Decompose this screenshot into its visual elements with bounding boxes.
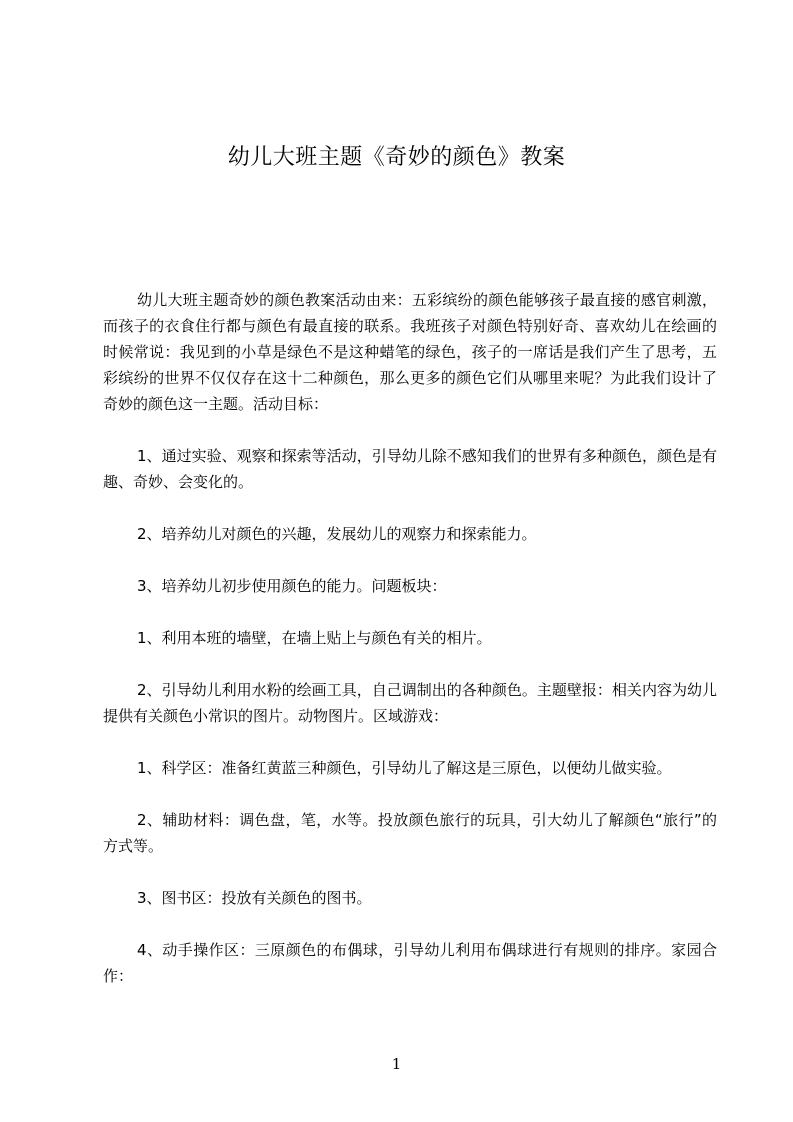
paragraph-problem-1: 1、利用本班的墙壁，在墙上贴上与颜色有关的相片。 [137,629,492,647]
paragraph-goal-1: 1、通过实验、观察和探索等活动，引导幼儿除不感知我们的世界有多种颜色，颜色是有趣、奇妙、会变化的。 [103,447,717,491]
paragraph-goal-2: 2、培养幼儿对颜色的兴趣，发展幼儿的观察力和探索能力。 [137,525,537,543]
paragraph-problem-2: 2、引导幼儿利用水粉的绘画工具，自己调制出的各种颜色。主题壁报：相关内容为幼儿提供有关颜色小常识的图片。动物图片。区域游戏： [103,681,717,725]
paragraph-goal-3: 3、培养幼儿初步使用颜色的能力。问题板块： [137,577,447,595]
paragraph-area-1: 1、科学区：准备红黄蓝三种颜色，引导幼儿了解这是三原色，以便幼儿做实验。 [137,759,672,777]
document-body [103,287,717,989]
page-number: 1 [391,1055,402,1073]
paragraph-area-4: 4、动手操作区：三原颜色的布偶球，引导幼儿利用布偶球进行有规则的排序。家园合作： [103,941,717,985]
paragraph-area-2: 2、辅助材料：调色盘，笔，水等。投放颜色旅行的玩具，引大幼儿了解颜色“旅行”的方式等。 [103,811,717,855]
document-title: 幼儿大班主题《奇妙的颜色》教案 [227,145,566,170]
paragraph-intro: 幼儿大班主题奇妙的颜色教案活动由来：五彩缤纷的颜色能够孩子最直接的感官刺激，而孩子的衣食住行都与颜色有最直接的联系。我班孩子对颜色特别好奇、喜欢幼儿在绘画的时候常说：我见到的小草是绿色不是这种蜡笔的绿色，孩子的一席话是我们产生了思考，五彩缤纷的世界不仅仅存在这十二种颜色，那么更多的颜色它们从哪里来呢？为此我们设计了奇妙的颜色这一主题。活动目标： [103,291,717,413]
paragraph-area-3: 3、图书区：投放有关颜色的图书。 [137,889,372,907]
